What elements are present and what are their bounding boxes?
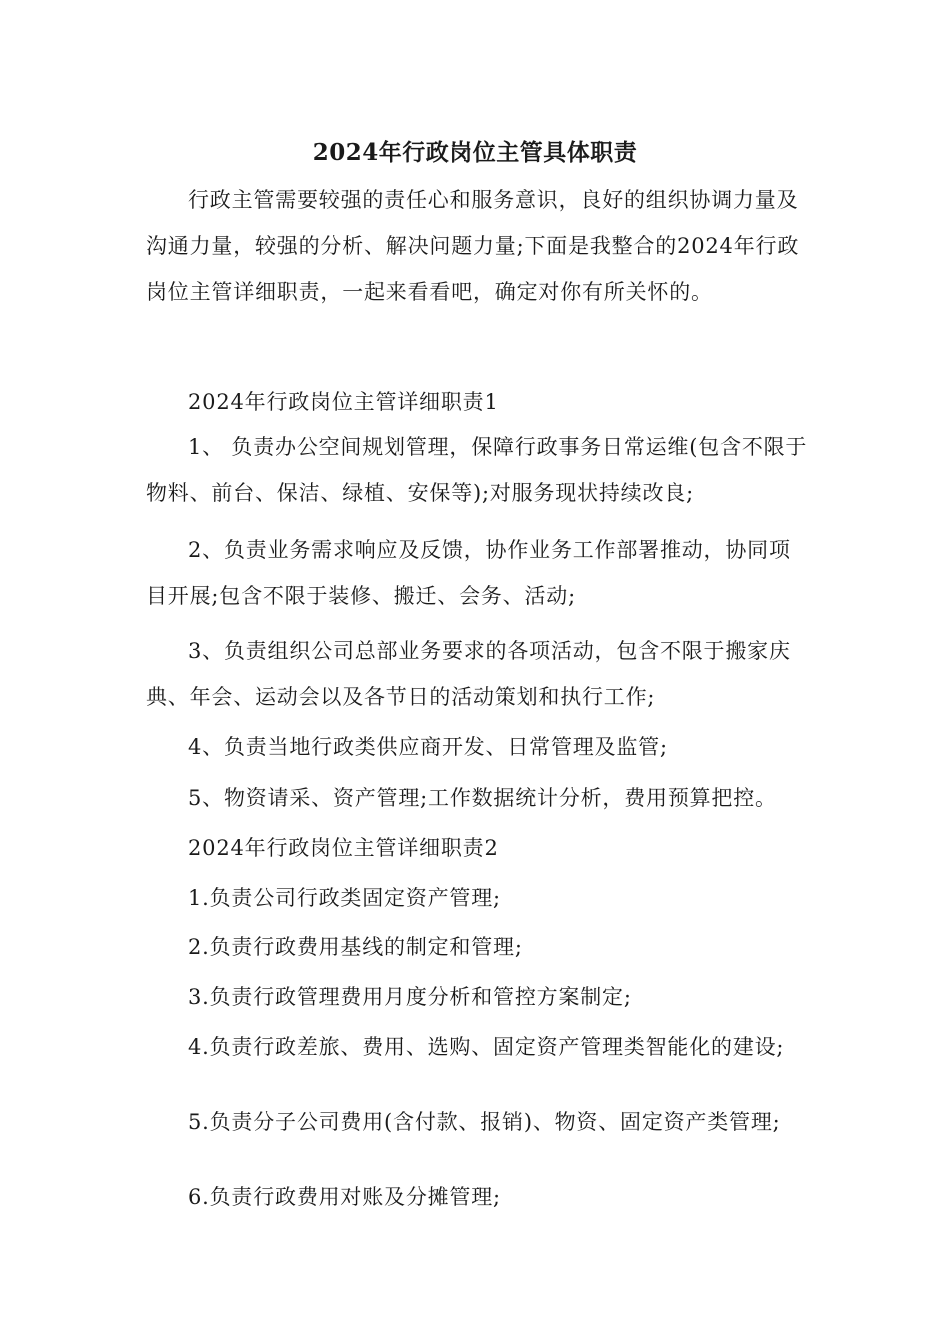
- duty-item-2-5: 5.负责分子公司费用(含付款、报销)、物资、固定资产类管理;: [188, 1110, 781, 1134]
- duty-item-1-1: 1、 负责办公空间规划管理，保障行政事务日常运维(包含不限于物料、前台、保洁、绿植、安保等);对服务现状持续改良;: [146, 435, 808, 505]
- duty-item-1-3: 3、负责组织公司总部业务要求的各项活动，包含不限于搬家庆典、年会、运动会以及各节日的活动策划和执行工作;: [146, 639, 791, 709]
- intro-paragraph: 行政主管需要较强的责任心和服务意识，良好的组织协调力量及沟通力量，较强的分析、解决问题力量;下面是我整合的2024年行政岗位主管详细职责，一起来看看吧，确定对你有所关怀的。: [146, 188, 800, 304]
- duty-item-2-3: 3.负责行政管理费用月度分析和管控方案制定;: [188, 985, 632, 1009]
- duty-item-1-5: 5、物资请采、资产管理;工作数据统计分析，费用预算把控。: [188, 786, 777, 810]
- document-title: 2024年行政岗位主管具体职责: [312, 139, 638, 166]
- duty-item-1-4: 4、负责当地行政类供应商开发、日常管理及监管;: [188, 735, 668, 759]
- duty-item-2-4: 4.负责行政差旅、费用、选购、固定资产管理类智能化的建设;: [188, 1035, 785, 1059]
- duty-item-2-1: 1.负责公司行政类固定资产管理;: [188, 886, 501, 910]
- section-heading-1: 2024年行政岗位主管详细职责1: [188, 390, 499, 414]
- duty-item-2-2: 2.负责行政费用基线的制定和管理;: [188, 935, 523, 959]
- duty-item-1-2: 2、负责业务需求响应及反馈，协作业务工作部署推动，协同项目开展;包含不限于装修、搬迁、会务、活动;: [146, 538, 791, 608]
- duty-item-2-6: 6.负责行政费用对账及分摊管理;: [188, 1185, 501, 1209]
- section-heading-2: 2024年行政岗位主管详细职责2: [188, 836, 499, 860]
